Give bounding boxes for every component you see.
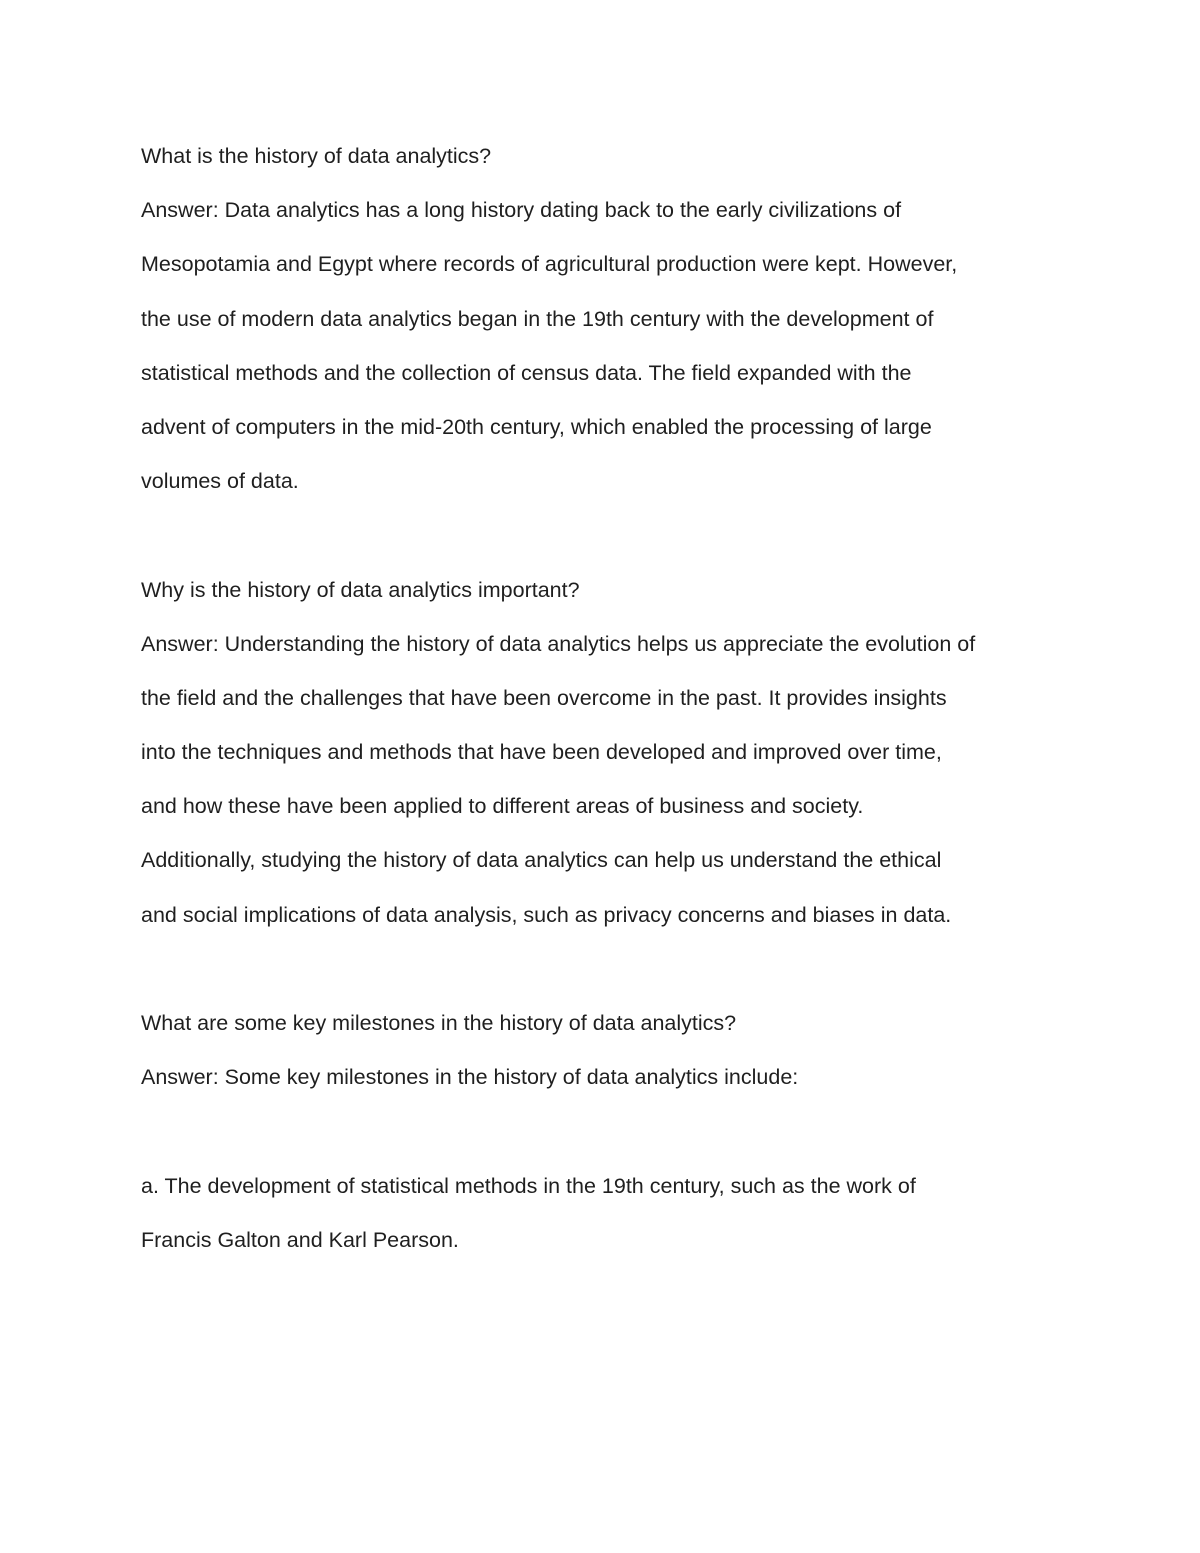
answer-line: Additionally, studying the history of data analytics can help us understand the ethical: [141, 848, 942, 873]
answer-line: the use of modern data analytics began in the 19th century with the development of: [141, 306, 934, 331]
question-heading: Why is the history of data analytics important?: [141, 577, 580, 602]
answer-line: advent of computers in the mid-20th century, which enabled the processing of large: [141, 414, 932, 439]
answer-line: and social implications of data analysis, such as privacy concerns and biases in data.: [141, 902, 952, 927]
answer-line: volumes of data.: [141, 469, 299, 494]
answer-line: statistical methods and the collection of census data. The field expanded with the: [141, 360, 912, 385]
paragraph-gap: [141, 508, 1071, 562]
question-heading: What are some key milestones in the history of data analytics?: [141, 1011, 737, 1035]
list-item-line: a. The development of statistical methods in the 19th century, such as the work of: [141, 1173, 916, 1198]
question-heading: What is the history of data analytics?: [141, 144, 492, 168]
document-body: [141, 129, 1071, 1267]
answer-line: and how these have been applied to different areas of business and society.: [141, 794, 864, 819]
paragraph-gap: [141, 1104, 1071, 1158]
answer-line: Answer: Some key milestones in the history of data analytics include:: [141, 1065, 799, 1090]
answer-line: Answer: Data analytics has a long history dating back to the early civilizations of: [141, 198, 902, 223]
list-item-line: Francis Galton and Karl Pearson.: [141, 1227, 459, 1252]
answer-line: the field and the challenges that have been overcome in the past. It provides insights: [141, 685, 947, 710]
answer-line: Answer: Understanding the history of data analytics helps us appreciate the evolution of: [141, 631, 976, 656]
paragraph-gap: [141, 942, 1071, 996]
answer-line: Mesopotamia and Egypt where records of agricultural production were kept. However,: [141, 252, 958, 277]
answer-line: into the techniques and methods that have been developed and improved over time,: [141, 740, 942, 765]
